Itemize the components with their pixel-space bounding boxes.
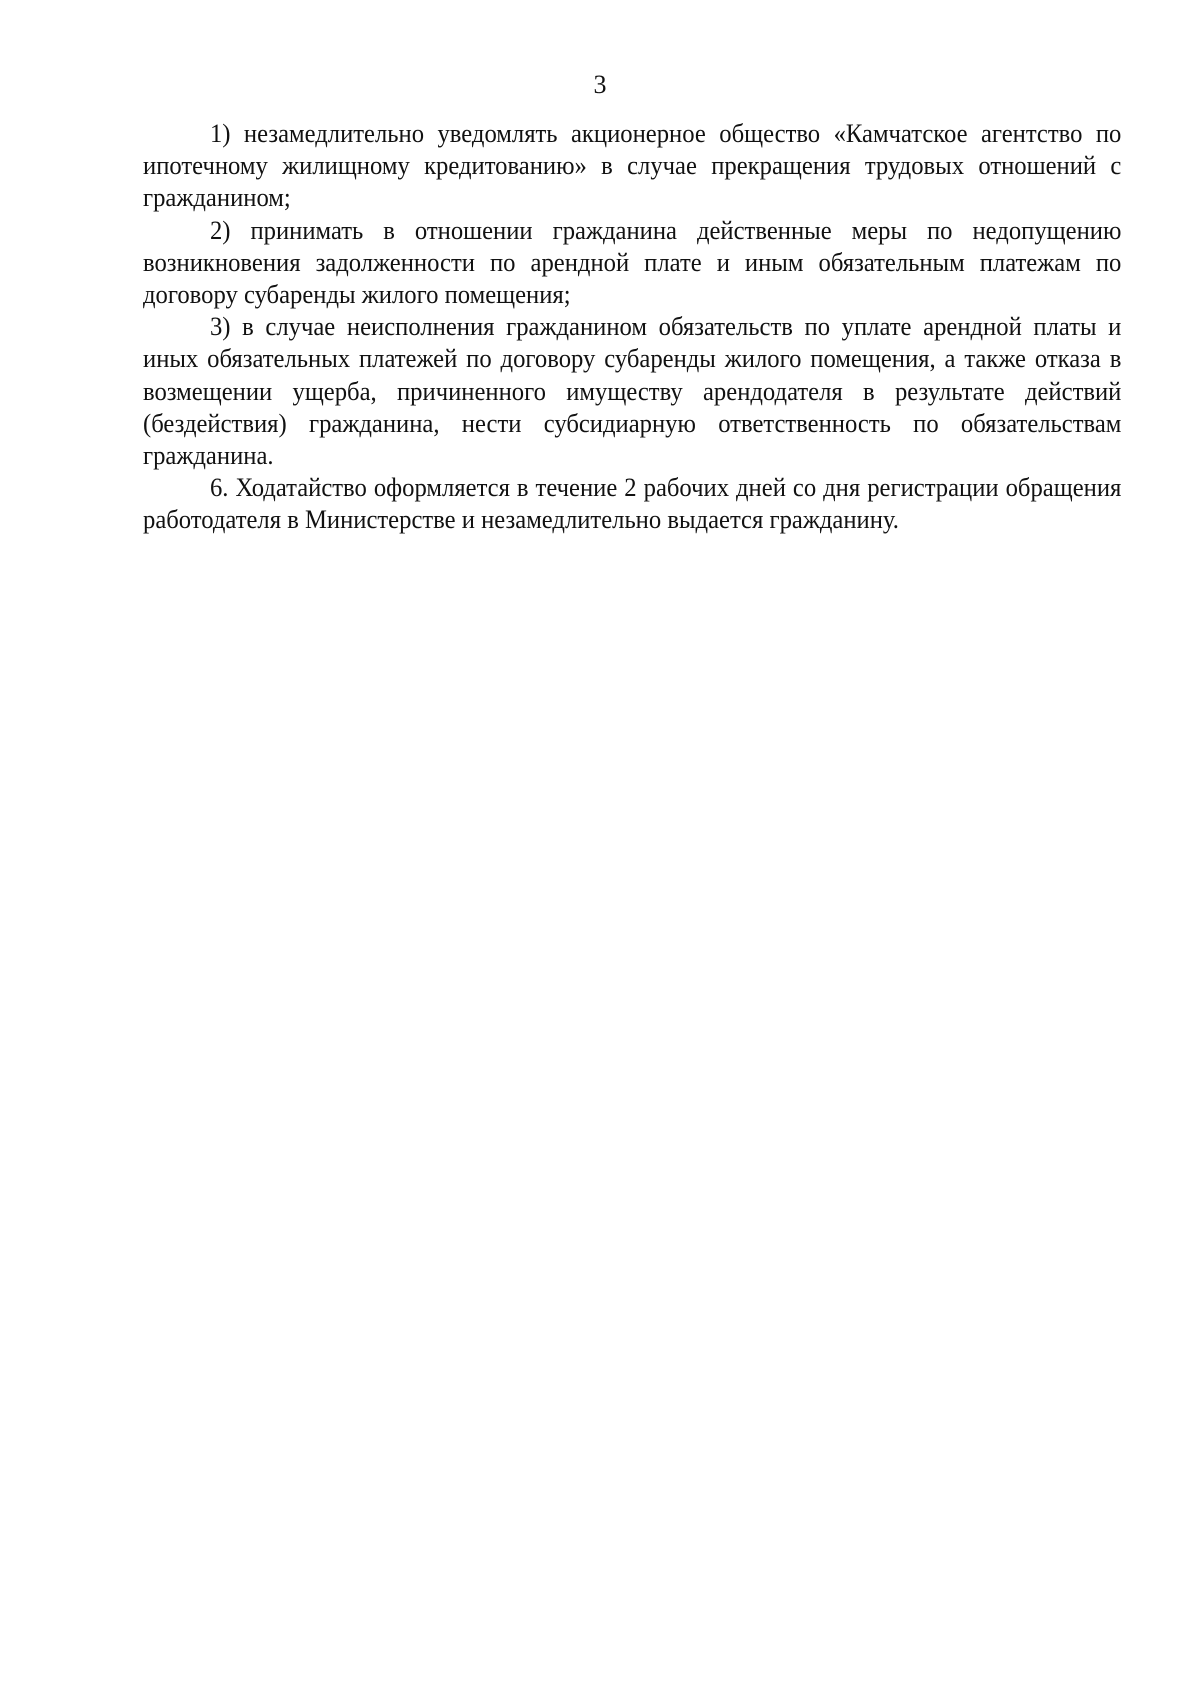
paragraph-item-3: 3) в случае неисполнения гражданином обязательств по уплате арендной платы и иных обязательных платежей по договору субаренды жилого помещения, а также отказа в возмещении ущерба, причиненного имуществу арендодателя в результате действий (бездействия) гражданина, нести субсидиарную ответственность по обязательствам гражданина.: [143, 311, 1122, 471]
document-body: [143, 117, 1121, 536]
page-number: 3: [593, 70, 607, 99]
paragraph-item-2: 2) принимать в отношении гражданина действенные меры по недопущению возникновения задолженности по арендной плате и иным обязательным платежам по договору субаренды жилого помещения;: [143, 214, 1122, 310]
paragraph-item-1: 1) незамедлительно уведомлять акционерное общество «Камчатское агентство по ипотечному жилищному кредитованию» в случае прекращения трудовых отношений с гражданином;: [143, 118, 1122, 213]
paragraph-clause-6: 6. Ходатайство оформляется в течение 2 рабочих дней со дня регистрации обращения работодателя в Министерстве и незамедлительно выдается гражданину.: [143, 472, 1122, 535]
